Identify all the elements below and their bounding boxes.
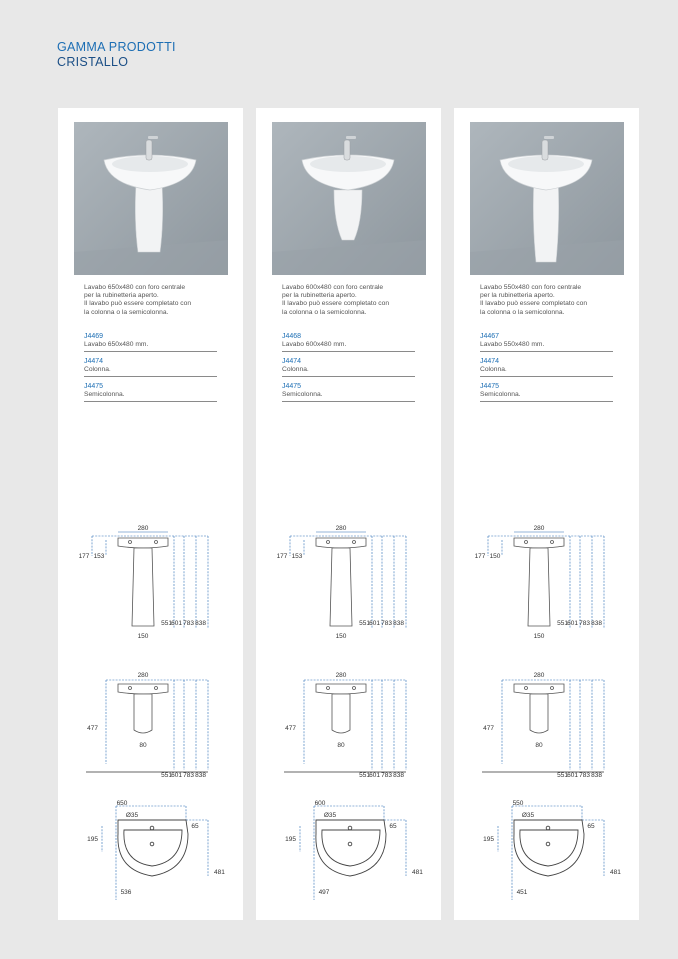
side-view-drawing — [454, 672, 639, 782]
product-name: Lavabo 650x480 mm. — [84, 341, 149, 348]
dimension-label: 838 — [393, 772, 404, 779]
dimension-label: 150 — [533, 633, 545, 640]
dimension-label: 838 — [591, 772, 602, 779]
dimension-label: 601 — [171, 620, 182, 627]
product-code: J4467 — [480, 333, 500, 340]
side-view-drawing — [256, 672, 441, 782]
dimension-label: 280 — [137, 672, 149, 679]
product-name: Semicolonna. — [480, 391, 521, 398]
product-column-2 — [256, 108, 441, 920]
dimension-label: 153 — [93, 553, 105, 560]
product-code: J4468 — [282, 333, 302, 340]
product-name: Lavabo 550x480 mm. — [480, 341, 545, 348]
dimension-label: 481 — [412, 869, 423, 876]
description-line: Il lavabo può essere completato con — [480, 300, 588, 308]
dimension-label: 551 — [161, 620, 172, 627]
product-photo — [272, 122, 426, 275]
product-entry — [282, 357, 415, 377]
front-view-drawing — [256, 526, 441, 656]
dimension-label: Ø35 — [323, 812, 337, 819]
dimension-label: 601 — [567, 772, 578, 779]
dimension-label: 477 — [285, 725, 296, 732]
series-title: CRISTALLO — [57, 55, 129, 69]
dimension-label: 783 — [381, 772, 392, 779]
description-line: Il lavabo può essere completato con — [282, 300, 390, 308]
dimension-label: 536 — [120, 889, 132, 896]
product-description — [282, 284, 432, 317]
product-column-1 — [58, 108, 243, 920]
dimension-label: 481 — [214, 869, 225, 876]
dimension-label: 783 — [579, 620, 590, 627]
top-view-drawing — [58, 800, 243, 910]
dimension-label: 280 — [533, 525, 545, 532]
product-code: J4474 — [480, 358, 500, 365]
dimension-label: 65 — [389, 823, 397, 830]
dimension-label: 783 — [183, 620, 194, 627]
dimension-label: 280 — [335, 525, 347, 532]
product-code: J4475 — [480, 383, 500, 390]
dimension-label: 650 — [116, 800, 128, 807]
product-codes — [84, 332, 217, 407]
dimension-label: 551 — [557, 620, 568, 627]
dimension-label: 280 — [533, 672, 545, 679]
description-line: Lavabo 600x480 con foro centrale — [282, 284, 384, 291]
description-line: la colonna o la semicolonna. — [282, 308, 367, 316]
dimension-label: 551 — [359, 620, 370, 627]
dimension-label: 477 — [87, 725, 98, 732]
dimension-label: 195 — [285, 836, 296, 843]
description-line: Lavabo 550x480 con foro centrale — [480, 284, 582, 291]
product-entry — [282, 332, 415, 352]
product-name: Colonna. — [282, 366, 309, 373]
dimension-label: Ø35 — [521, 812, 535, 819]
dimension-label: 838 — [195, 772, 206, 779]
dimension-label: 280 — [335, 672, 347, 679]
product-entry — [282, 382, 415, 402]
description-line: per la rubinetteria aperto. — [480, 292, 555, 300]
product-entry — [480, 382, 613, 402]
dimension-label: 601 — [171, 772, 182, 779]
dimension-label: 150 — [137, 633, 149, 640]
description-line: per la rubinetteria aperto. — [84, 292, 159, 300]
dimension-label: 481 — [610, 869, 621, 876]
description-line: Il lavabo può essere completato con — [84, 300, 192, 308]
dimension-label: 195 — [87, 836, 98, 843]
top-view-drawing — [256, 800, 441, 910]
description-line: la colonna o la semicolonna. — [84, 308, 169, 316]
dimension-label: 451 — [516, 889, 528, 896]
product-name: Lavabo 600x480 mm. — [282, 341, 347, 348]
dimension-label: 601 — [567, 620, 578, 627]
product-code: J4474 — [282, 358, 302, 365]
description-line: Lavabo 650x480 con foro centrale — [84, 284, 186, 291]
dimension-label: 80 — [535, 742, 543, 749]
product-entry — [480, 332, 613, 352]
product-description — [84, 284, 234, 317]
product-code: J4474 — [84, 358, 104, 365]
product-entry — [84, 382, 217, 402]
product-codes — [282, 332, 415, 407]
dimension-label: 280 — [137, 525, 149, 532]
product-description — [480, 284, 630, 317]
product-codes — [480, 332, 613, 407]
dimension-label: 551 — [557, 772, 568, 779]
dimension-label: 601 — [369, 620, 380, 627]
dimension-label: 497 — [318, 889, 330, 896]
front-view-drawing — [454, 526, 639, 656]
dimension-label: 195 — [483, 836, 494, 843]
dimension-label: 783 — [579, 772, 590, 779]
dimension-label: 65 — [191, 823, 199, 830]
dimension-label: 150 — [489, 553, 501, 560]
dimension-label: 177 — [78, 553, 90, 560]
front-view-drawing — [58, 526, 243, 656]
section-title: GAMMA PRODOTTI — [57, 40, 176, 54]
description-line: la colonna o la semicolonna. — [480, 308, 565, 316]
product-photo — [74, 122, 228, 275]
dimension-label: 838 — [195, 620, 206, 627]
dimension-label: 177 — [276, 553, 288, 560]
dimension-label: 153 — [291, 553, 303, 560]
dimension-label: 838 — [393, 620, 404, 627]
product-code: J4475 — [84, 383, 104, 390]
product-column-3 — [454, 108, 639, 920]
product-entry — [84, 357, 217, 377]
dimension-label: 600 — [314, 800, 326, 807]
product-entry — [480, 357, 613, 377]
description-line: per la rubinetteria aperto. — [282, 292, 357, 300]
dimension-label: Ø35 — [125, 812, 139, 819]
dimension-label: 80 — [139, 742, 147, 749]
product-entry — [84, 332, 217, 352]
dimension-label: 80 — [337, 742, 345, 749]
dimension-label: 551 — [359, 772, 370, 779]
dimension-label: 177 — [474, 553, 486, 560]
dimension-label: 150 — [335, 633, 347, 640]
product-photo — [470, 122, 624, 275]
dimension-label: 783 — [381, 620, 392, 627]
product-name: Colonna. — [84, 366, 111, 373]
dimension-label: 65 — [587, 823, 595, 830]
product-code: J4469 — [84, 333, 104, 340]
dimension-label: 551 — [161, 772, 172, 779]
top-view-drawing — [454, 800, 639, 910]
dimension-label: 550 — [512, 800, 524, 807]
product-name: Colonna. — [480, 366, 507, 373]
dimension-label: 477 — [483, 725, 494, 732]
dimension-label: 601 — [369, 772, 380, 779]
page-header — [57, 40, 176, 70]
side-view-drawing — [58, 672, 243, 782]
dimension-label: 838 — [591, 620, 602, 627]
product-name: Semicolonna. — [282, 391, 323, 398]
dimension-label: 783 — [183, 772, 194, 779]
product-name: Semicolonna. — [84, 391, 125, 398]
product-code: J4475 — [282, 383, 302, 390]
